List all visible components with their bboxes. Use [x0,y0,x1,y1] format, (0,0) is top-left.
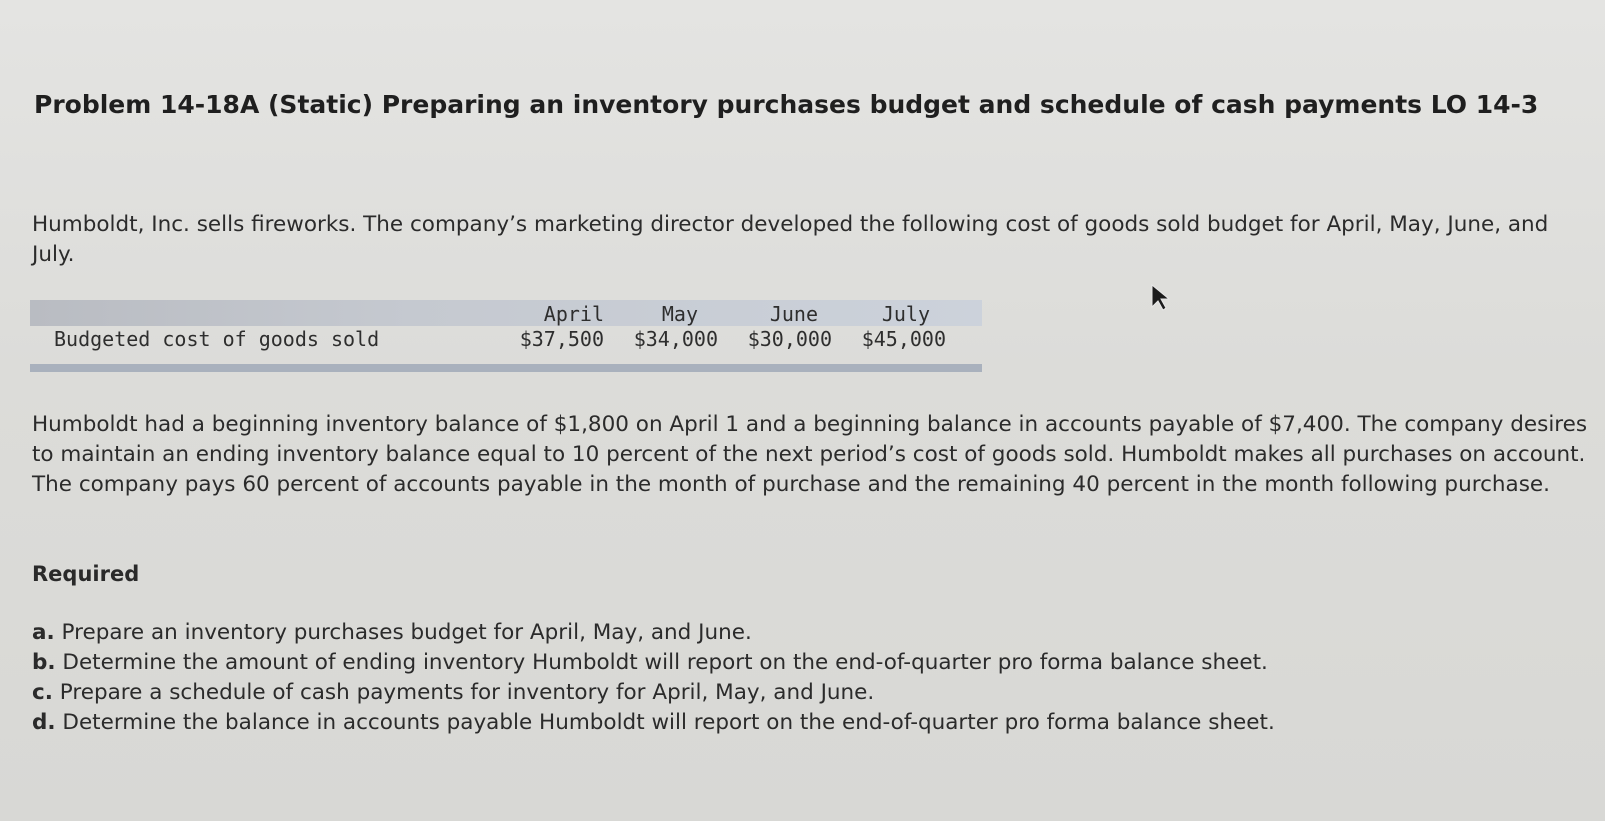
problem-details-paragraph: Humboldt had a beginning inventory balance of $1,800 on April 1 and a beginning balance in accounts payable of $7,400. The company desires to maintain an ending inventory balance equal to 10 percent of the next period’s cost of goods sold. Humboldt makes all purchases on account. The company pays 60 percent of accounts payable in the month of purchase and the remaining 40 percent in the month following purchase. [32,412,1588,497]
requirement-text: Determine the amount of ending inventory Humboldt will report on the end-of-quarter pro forma balance sheet. [55,650,1268,675]
requirement-letter: b. [32,650,56,675]
requirement-letter: c. [32,680,53,705]
requirement-letter: a. [32,620,55,645]
requirement-text: Prepare a schedule of cash payments for inventory for April, May, and June. [52,680,875,705]
cell-april-value: $37,500 [519,327,604,351]
requirement-d [32,708,1532,738]
cell-june-value: $30,000 [747,327,832,351]
requirements-list [32,618,1532,738]
column-header-july: July [881,302,930,326]
column-header-june: June [769,302,818,326]
requirement-text: Prepare an inventory purchases budget for April, May, and June. [54,620,752,645]
requirement-a [32,618,1532,648]
row-label-cogs: Budgeted cost of goods sold [54,327,380,351]
cell-may-value: $34,000 [633,327,718,351]
required-heading: Required [32,562,140,586]
mouse-pointer-icon [1150,283,1172,311]
cogs-budget-table [30,300,982,376]
intro-paragraph: Humboldt, Inc. sells fireworks. The company’s marketing director developed the following cost of goods sold budget for April, May, June, and July. [32,212,1549,267]
problem-title: Problem 14-18A (Static) Preparing an inventory purchases budget and schedule of cash payments LO 14-3 [34,90,1539,119]
column-header-may: May [661,302,698,326]
requirement-letter: d. [32,710,56,735]
table-bottom-rule [30,364,982,372]
cell-july-value: $45,000 [861,327,946,351]
requirement-b [32,648,1532,678]
requirement-c [32,678,1532,708]
requirement-text: Determine the balance in accounts payable Humboldt will report on the end-of-quarter pro forma balance sheet. [55,710,1275,735]
column-header-april: April [543,302,604,326]
